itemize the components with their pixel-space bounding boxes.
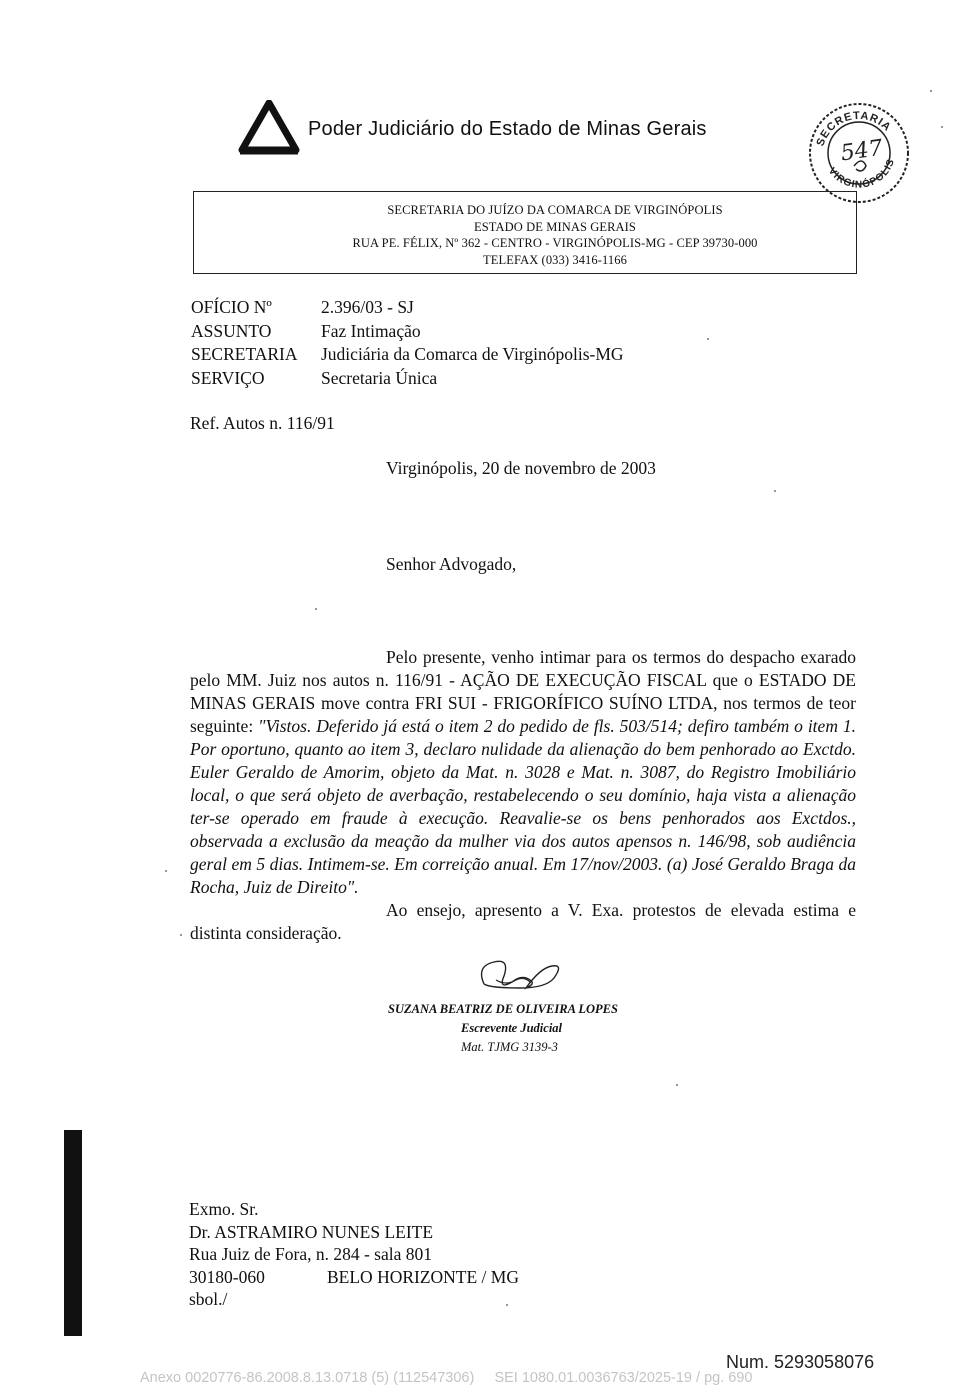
meta-value: 2.396/03 - SJ	[321, 297, 414, 317]
typist-initials: sbol./	[189, 1289, 228, 1309]
meta-value: Secretaria Única	[321, 367, 438, 388]
dispatch-quote: "Vistos. Deferido já está o item 2 do pedido de fls. 503/514; defiro também o item 1. Por oportuno, quanto ao item 3, declaro nulidade da alienação do bem penhorado ao Exctdo. Euler Geraldo de Amorim, objeto da Mat. n. 3028 e Mat. n. 3087, do Registro Imobiliário local, o que será objeto de averbação, restabelecendo o seu domínio, haja vista a alienação ter-se operado em fraude à execução. Reavalie-se os bens penhorados aos Exctdos., observada a exclusão da meação da mulher via dos autos apensos n. 146/98, sob audiência geral em 5 dias. Intimem-se. Em correição anual. Em 17/nov/2003. (a) José Geraldo Braga da Rocha, Juiz de Direito".	[190, 716, 856, 897]
letter-body	[190, 646, 856, 945]
header-line-1: SECRETARIA DO JUÍZO DA COMARCA DE VIRGINÓPOLIS	[387, 203, 723, 217]
body-plain-text: Pelo presente, venho intimar para os termos do despacho exarado pelo MM. Juiz nos autos n. 116/91 - AÇÃO DE EXECUÇÃO FISCAL que o ESTADO DE MINAS GERAIS move contra FRI SUI - FRIGORÍFICO SUÍNO LTDA, nos termos de teor seguinte:	[190, 647, 856, 736]
scan-speck	[315, 608, 317, 610]
org-title: Poder Judiciário do Estado de Minas Gerais	[308, 118, 707, 140]
meta-label: OFÍCIO Nº	[191, 297, 272, 317]
case-reference: Ref. Autos n. 116/91	[190, 413, 335, 433]
annex-reference: Anexo 0020776-86.2008.8.13.0718 (5) (112547306) SEI 1080.01.0036763/2025-19 / pg. 690	[140, 1370, 753, 1386]
signer-role: Escrevente Judicial	[461, 1021, 563, 1035]
body-paragraph-2	[190, 899, 856, 945]
header-line-2: ESTADO DE MINAS GERAIS	[474, 219, 636, 234]
body-paragraph-1	[190, 646, 856, 899]
closing-text: Ao ensejo, apresento a V. Exa. protestos de elevada estima e distinta consideração.	[190, 900, 856, 943]
salutation: Senhor Advogado,	[386, 554, 517, 574]
addressee-name: Dr. ASTRAMIRO NUNES LEITE	[189, 1221, 434, 1242]
stamp-handwritten-number: 547	[839, 135, 885, 167]
meta-label: ASSUNTO	[191, 320, 272, 341]
scan-speck	[941, 126, 943, 128]
meta-value: Judiciária da Comarca de Virginópolis-MG	[321, 344, 624, 364]
addressee-block	[189, 1198, 519, 1311]
signature-block	[388, 1000, 668, 1057]
scan-speck	[930, 90, 932, 92]
meta-label: SECRETARIA	[191, 344, 298, 364]
meta-row-oficio	[191, 296, 624, 320]
signer-name: SUZANA BEATRIZ DE OLIVEIRA LOPES	[388, 1002, 618, 1016]
scan-speck	[774, 490, 776, 492]
header-line-4: TELEFAX (033) 3416-1166	[483, 252, 627, 267]
secretaria-header-box	[193, 191, 857, 274]
stamp-top-text: SECRETARIA	[814, 109, 894, 148]
judiciary-triangle-logo-icon	[238, 100, 300, 156]
scan-speck	[506, 1304, 508, 1306]
scan-speck	[165, 870, 167, 872]
scan-speck	[707, 338, 709, 340]
meta-label: SERVIÇO	[191, 367, 265, 388]
meta-row-secretaria	[191, 343, 624, 367]
document-number: Num. 5293058076	[726, 1352, 875, 1372]
date-line: Virginópolis, 20 de novembro de 2003	[386, 458, 656, 478]
oficio-meta	[191, 296, 624, 390]
scan-speck	[180, 934, 182, 936]
signer-registration: Mat. TJMG 3139-3	[461, 1040, 558, 1054]
addressee-city: BELO HORIZONTE / MG	[327, 1266, 519, 1287]
meta-row-assunto	[191, 320, 624, 344]
addressee-salutation: Exmo. Sr.	[189, 1199, 259, 1219]
stamp-bottom-text: VIRGINÓPOLIS	[825, 157, 898, 191]
addressee-cep: 30180-060	[189, 1266, 265, 1287]
meta-value: Faz Intimação	[321, 320, 421, 341]
scan-margin-bar	[64, 1130, 82, 1336]
meta-row-servico	[191, 367, 624, 391]
scan-speck	[676, 1084, 678, 1086]
addressee-street: Rua Juiz de Fora, n. 284 - sala 801	[189, 1244, 433, 1264]
handwritten-signature	[466, 952, 566, 1002]
header-line-3: RUA PE. FÉLIX, Nº 362 - CENTRO - VIRGINÓPOLIS-MG - CEP 39730-000	[352, 236, 758, 250]
addressee-cep-city	[189, 1266, 519, 1289]
